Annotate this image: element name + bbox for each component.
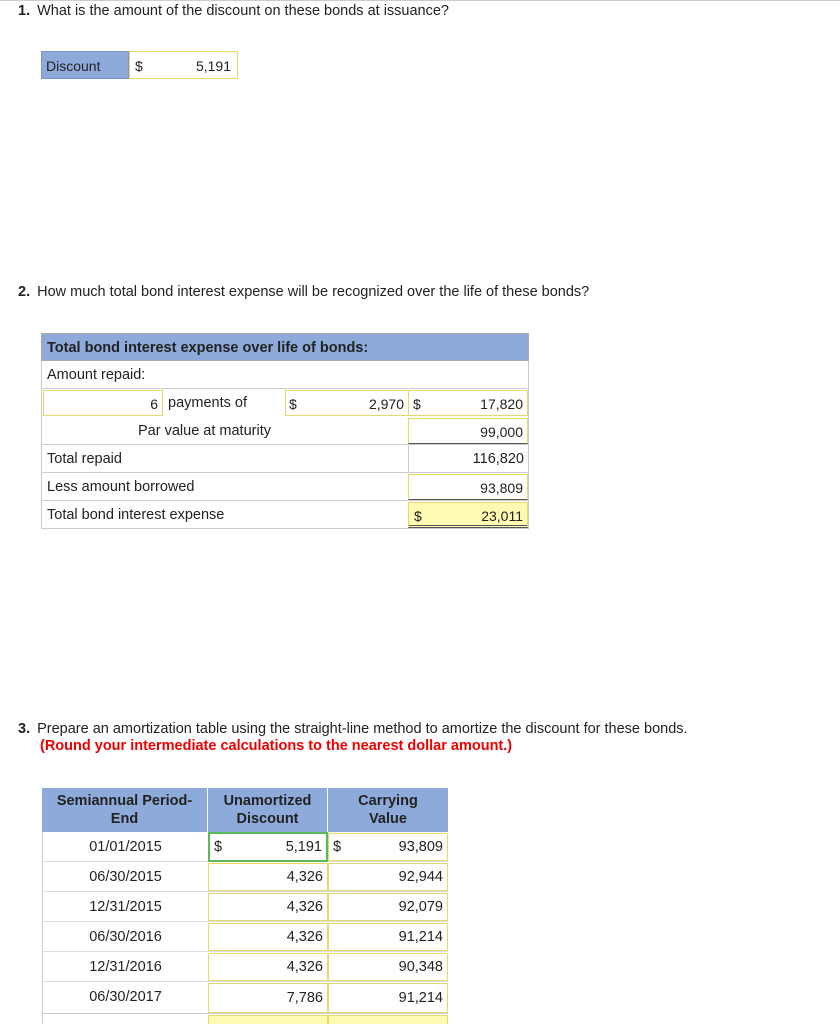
col-carrying-header (328, 788, 448, 832)
payments-count: 6 (150, 396, 158, 412)
question-2-text: How much total bond interest expense will be recognized over the life of these bonds? (37, 284, 590, 300)
par-value-label: Par value at maturity (138, 423, 271, 439)
carrying-value: 90,348 (398, 959, 443, 975)
table-row (42, 922, 448, 952)
col-discount-header (208, 788, 328, 832)
col-period-header-line2: End (110, 811, 139, 827)
payments-total-input[interactable] (408, 390, 528, 416)
discount-input[interactable] (208, 893, 328, 921)
total-repaid-divider (408, 445, 409, 472)
question-1-number: 1. (18, 3, 31, 19)
question-2-number: 2. (18, 284, 31, 300)
partial-row-border (42, 1014, 43, 1024)
discount-input[interactable] (129, 51, 238, 79)
table-row (42, 832, 448, 862)
total-repaid-row (41, 445, 529, 473)
total-repaid-label: Total repaid (47, 451, 122, 467)
carrying-input[interactable] (328, 893, 448, 921)
carrying-input[interactable] (328, 863, 448, 891)
carrying-value: 91,214 (398, 990, 443, 1006)
table-row (42, 952, 448, 982)
amount-repaid-label: Amount repaid: (47, 367, 146, 383)
par-value-input[interactable] (408, 418, 528, 444)
question-1 (18, 3, 449, 19)
col-carrying-header-line2: Value (369, 811, 407, 827)
col-period-header (42, 788, 208, 832)
payments-count-input[interactable] (43, 390, 163, 416)
col-discount-header-line2: Discount (236, 811, 299, 827)
interest-expense-header: Total bond interest expense over life of bonds: (41, 333, 529, 361)
table-row-partial (42, 1014, 448, 1024)
carrying-input[interactable] (328, 983, 448, 1013)
discount-currency: $ (135, 58, 143, 74)
top-divider (0, 0, 840, 1)
discount-value: 5,191 (195, 58, 231, 74)
question-3-note: (Round your intermediate calculations to the nearest dollar amount.) (40, 738, 513, 754)
col-carrying-header-line1: Carrying (358, 793, 418, 809)
payments-of-label: payments of (168, 395, 247, 411)
discount-value: 4,326 (286, 959, 323, 975)
discount-input-partial[interactable] (208, 1015, 328, 1024)
payments-total-currency: $ (413, 396, 421, 412)
payments-total: 17,820 (480, 396, 523, 412)
amortization-table (42, 788, 448, 1024)
carrying-input[interactable] (328, 833, 448, 861)
carrying-currency: $ (333, 839, 342, 855)
discount-value: 4,326 (286, 899, 323, 915)
table-row (42, 982, 448, 1014)
row-date: 06/30/2016 (42, 922, 208, 952)
col-discount-header-line1: Unamortized (223, 793, 312, 809)
discount-input[interactable] (208, 983, 328, 1013)
total-expense: 23,011 (481, 508, 523, 524)
carrying-value: 93,809 (398, 839, 443, 855)
carrying-value: 92,079 (398, 899, 443, 915)
question-3-number: 3. (18, 721, 31, 737)
less-borrowed: 93,809 (480, 480, 523, 496)
payment-currency: $ (289, 396, 297, 412)
discount-value: 7,786 (286, 990, 323, 1006)
interest-expense-table (41, 333, 529, 530)
par-value: 99,000 (480, 424, 523, 440)
row-date: 12/31/2016 (42, 952, 208, 982)
discount-input[interactable] (208, 953, 328, 981)
row-date: 06/30/2017 (42, 982, 208, 1014)
question-3-text: Prepare an amortization table using the straight-line method to amortize the discount for these bonds. (37, 721, 688, 737)
col-period-header-line1: Semiannual Period- (56, 793, 193, 809)
discount-value: 4,326 (286, 929, 323, 945)
amount-repaid-row (41, 361, 529, 389)
carrying-input[interactable] (328, 953, 448, 981)
table-row (42, 862, 448, 892)
discount-value: 4,326 (286, 869, 323, 885)
discount-value: 5,191 (285, 839, 322, 855)
discount-input[interactable] (208, 923, 328, 951)
question-1-text: What is the amount of the discount on these bonds at issuance? (37, 3, 449, 19)
row-date: 01/01/2015 (42, 832, 208, 862)
carrying-value: 91,214 (398, 929, 443, 945)
question-2 (18, 284, 589, 300)
carrying-input[interactable] (328, 923, 448, 951)
row-date: 06/30/2015 (42, 862, 208, 892)
total-repaid: 116,820 (472, 451, 524, 467)
discount-input[interactable] (208, 832, 328, 862)
row-date: 12/31/2015 (42, 892, 208, 922)
carrying-input-partial[interactable] (328, 1015, 448, 1024)
discount-label: Discount (41, 51, 129, 79)
discount-input[interactable] (208, 863, 328, 891)
total-expense-input[interactable] (408, 502, 528, 528)
payment-amount-input[interactable] (285, 390, 409, 416)
carrying-value: 92,944 (398, 869, 443, 885)
discount-currency: $ (214, 839, 223, 855)
total-expense-currency: $ (414, 508, 422, 524)
total-expense-label: Total bond interest expense (47, 507, 225, 523)
payment-amount: 2,970 (368, 396, 404, 412)
less-borrowed-label: Less amount borrowed (47, 479, 195, 495)
table-row (42, 892, 448, 922)
less-borrowed-input[interactable] (408, 474, 528, 500)
question-3 (18, 721, 688, 754)
